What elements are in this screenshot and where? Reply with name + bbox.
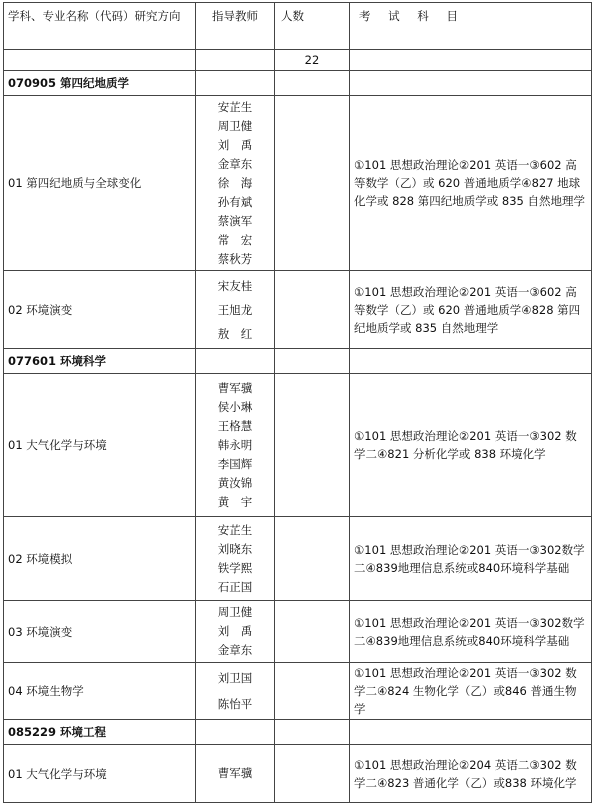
empty-cell: [350, 71, 592, 96]
direction-row: [4, 517, 592, 601]
advisor-list: [196, 271, 275, 349]
empty-cell: [4, 50, 196, 71]
direction-name: 03 环境演变: [4, 601, 196, 663]
major-title: 085229 环境工程: [4, 720, 196, 745]
advisor-name: 陈怡平: [217, 697, 253, 711]
empty-cell: [196, 50, 275, 71]
advisor-name: 金章东: [217, 643, 253, 657]
advisor-name: 王格慧: [217, 418, 253, 433]
direction-row: [4, 96, 592, 271]
empty-cell: [196, 720, 275, 745]
advisor-name: 铁学熙: [217, 560, 253, 575]
exam-subjects: ①101 思想政治理论②204 英语二③302 数学二④823 普通化学（乙）或838 环境化学: [350, 745, 592, 803]
empty-cell: [350, 349, 592, 374]
advisor-name: 徐 海: [217, 175, 253, 190]
advisor-name: 刘 禹: [217, 137, 253, 152]
empty-cell: [196, 71, 275, 96]
direction-name: 02 环境模拟: [4, 517, 196, 601]
quota-cell: [275, 663, 350, 720]
advisor-name: 李国辉: [217, 456, 253, 471]
advisor-name: 黄 宇: [217, 494, 253, 509]
advisor-name: 宋友桂: [217, 278, 253, 293]
direction-name: 02 环境演变: [4, 271, 196, 349]
advisor-name: 黄汝锦: [217, 475, 253, 490]
major-title: 070905 第四纪地质学: [4, 71, 196, 96]
advisor-name: 安芷生: [217, 522, 253, 537]
empty-cell: [350, 50, 592, 71]
direction-name: 04 环境生物学: [4, 663, 196, 720]
advisor-name: 韩永明: [217, 437, 253, 452]
advisor-name: 敖 红: [217, 326, 253, 341]
direction-row: [4, 601, 592, 663]
exam-subjects: ①101 思想政治理论②201 英语一③302 数学二④824 生物化学（乙）或846 普通生物学: [350, 663, 592, 720]
advisor-name: 蔡秋芳: [217, 251, 253, 266]
quota-cell: [275, 374, 350, 517]
exam-subjects: ①101 思想政治理论②201 英语一③602 高等数学（乙）或 620 普通地质学④827 地球化学或 828 第四纪地质学或 835 自然地理学: [350, 96, 592, 271]
header-quota: 人数: [275, 3, 350, 50]
advisor-name: 周卫健: [217, 118, 253, 133]
direction-row: [4, 271, 592, 349]
major-row: [4, 349, 592, 374]
direction-name: 01 大气化学与环境: [4, 374, 196, 517]
admissions-table: [3, 2, 592, 803]
major-title: 077601 环境科学: [4, 349, 196, 374]
advisor-list: [196, 517, 275, 601]
major-row: [4, 720, 592, 745]
empty-cell: [275, 349, 350, 374]
header-advisor: 指导教师: [196, 3, 275, 50]
direction-row: [4, 663, 592, 720]
advisor-name: 曹军骥: [217, 766, 253, 780]
advisor-name: 蔡演军: [217, 213, 253, 228]
advisor-name: 常 宏: [217, 232, 253, 247]
total-quota: 22: [275, 50, 350, 71]
quota-cell: [275, 745, 350, 803]
exam-subjects: ①101 思想政治理论②201 英语一③302 数学二④821 分析化学或 838 环境化学: [350, 374, 592, 517]
header-direction: 学科、专业名称（代码）研究方向: [4, 3, 196, 50]
direction-name: 01 大气化学与环境: [4, 745, 196, 803]
empty-cell: [350, 720, 592, 745]
header-exam: 考 试 科 目: [350, 3, 592, 50]
advisor-name: 侯小琳: [217, 399, 253, 414]
advisor-name: 刘晓东: [217, 541, 253, 556]
advisor-name: 金章东: [217, 156, 253, 171]
total-row: [4, 50, 592, 71]
empty-cell: [196, 349, 275, 374]
quota-cell: [275, 517, 350, 601]
advisor-name: 孙有斌: [217, 194, 253, 209]
direction-name: 01 第四纪地质与全球变化: [4, 96, 196, 271]
advisor-name: 曹军骥: [217, 380, 253, 395]
advisor-name: 王旭龙: [217, 302, 253, 317]
direction-row: [4, 374, 592, 517]
advisor-name: 石正国: [217, 579, 253, 594]
empty-cell: [275, 720, 350, 745]
advisor-list: [196, 374, 275, 517]
exam-subjects: ①101 思想政治理论②201 英语一③302数学二④839地理信息系统或840环境科学基础: [350, 517, 592, 601]
quota-cell: [275, 271, 350, 349]
advisor-name: 刘卫国: [217, 671, 253, 685]
quota-cell: [275, 601, 350, 663]
exam-subjects: ①101 思想政治理论②201 英语一③602 高等数学（乙）或 620 普通地质学④828 第四纪地质学或 835 自然地理学: [350, 271, 592, 349]
advisor-name: 刘 禹: [217, 624, 253, 638]
quota-cell: [275, 96, 350, 271]
advisor-list: [196, 745, 275, 803]
empty-cell: [275, 71, 350, 96]
header-row: [4, 3, 592, 50]
direction-row: [4, 745, 592, 803]
exam-subjects: ①101 思想政治理论②201 英语一③302数学二④839地理信息系统或840环境科学基础: [350, 601, 592, 663]
advisor-name: 安芷生: [217, 99, 253, 114]
major-row: [4, 71, 592, 96]
advisor-list: [196, 663, 275, 720]
advisor-list: [196, 96, 275, 271]
advisor-name: 周卫健: [217, 605, 253, 619]
advisor-list: [196, 601, 275, 663]
